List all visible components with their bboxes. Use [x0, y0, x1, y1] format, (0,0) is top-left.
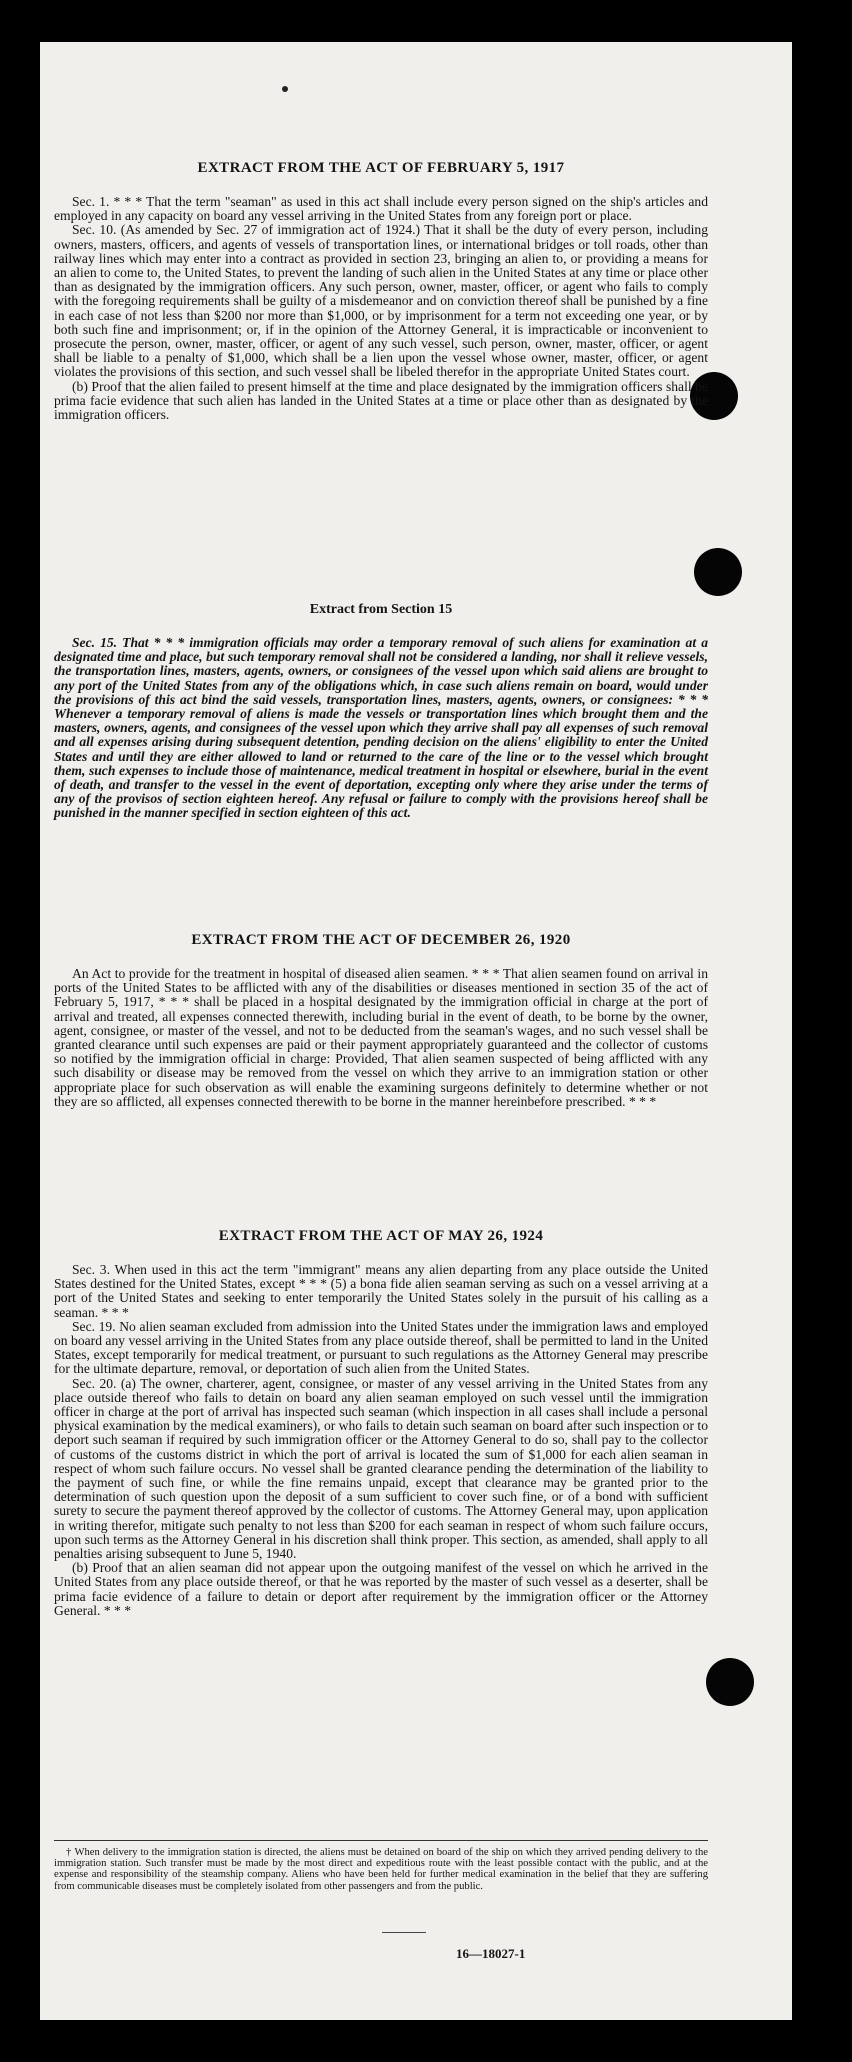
heading-may-1924: EXTRACT FROM THE ACT OF MAY 26, 1924 — [218, 1228, 544, 1244]
punch-hole-3 — [706, 1658, 754, 1706]
paragraph-proof-b: (b) Proof that the alien failed to present himself at the time and place designated by the immigration officers shall be prima facie evidence that such alien has landed in the United States at a time or place other than as designated by the immigration officers. — [54, 378, 708, 423]
footnote-text: † When delivery to the immigration station is directed, the aliens must be detained on board of the ship on which they arrived pending delivery to the immigration station. Such transfer must be made by the most direct and expeditious route with the least possible contact with the public, and at the expense and responsibility of the steamship company. Aliens who have been held for further medical examination in the belief that they are suffering from communicable diseases must be completely isolated from other passengers and from the public. — [54, 1847, 708, 1892]
section-15 — [54, 602, 708, 821]
heading-dec-1920: EXTRACT FROM THE ACT OF DECEMBER 26, 1920 — [191, 932, 571, 948]
ink-dot — [282, 86, 288, 92]
section-feb-1917 — [54, 160, 708, 422]
paragraph-sec-20a: Sec. 20. (a) The owner, charterer, agent, consignee, or master of any vessel arriving in the United States from any place outside thereof who fails to detain on board any alien seaman employed on such vessel until the immigration officer in charge at the port of arrival has inspected such seaman (which inspection in all cases shall include a personal physical examination by the medical examiners), or who fails to detain such seaman on board after such inspection or to deport such seaman if required by such immigration officer or the Attorney General to do so, shall pay to the collector of customs of the customs district in which the port of arrival is located the sum of $1,000 for each alien seaman in respect of whom such failure occurs. No vessel shall be granted clearance pending the determination of the liability to the payment of such fine, or while the fine remains unpaid, except that clearance may be granted prior to the determination of such question upon the deposit of a sum sufficient to cover such fine, or of a bond with sufficient surety to secure the payment thereof approved by the collector of customs. The Attorney General may, upon application in writing therefor, mitigate such penalty to not less than $200 for each seaman in respect of whom such failure occurs, upon such terms as the Attorney General in his discretion shall think proper. This section, as amended, shall apply to all penalties arising subsequent to June 5, 1940. — [54, 1375, 708, 1562]
form-number: 16—18027-1 — [456, 1946, 526, 1961]
section-may-1924 — [54, 1228, 708, 1618]
paragraph-sec-10: Sec. 10. (As amended by Sec. 27 of immigration act of 1924.) That it shall be the duty of every person, including owners, masters, officers, and agents of vessels of transportation lines, or international bridges or toll roads, other than railway lines which may enter into a contract as provided in section 23, bringing an alien to, or providing a means for an alien to come to, the United States, to prevent the landing of such alien in the United States at any time or place other than as designated by the immigration officers. Any such person, owner, master, officer, or agent who fails to comply with the foregoing requirements shall be guilty of a misdemeanor and on conviction thereof shall be punished by a fine in each case of not less than $200 nor more than $1,000, or by imprisonment for a term not exceeding one year, or by both such fine and imprisonment; or, if in the opinion of the Attorney General, it is impracticable or inconvenient to prosecute the person, owner, master, officer, or agent of any such vessel, such person, owner, master, officer, or agent shall be liable to a penalty of $1,000, which shall be a lien upon the vessel whose owner, master, officer, or agent violates the provisions of this section, and such vessel shall be libeled therefor in the appropriate United States court. — [54, 222, 708, 380]
footnote — [54, 1840, 708, 1892]
heading-section-15: Extract from Section 15 — [309, 602, 453, 617]
paragraph-act-1920: An Act to provide for the treatment in hospital of diseased alien seamen. * * * That alien seamen found on arrival in ports of the United States to be afflicted with any of the disabilities or diseases mentioned in section 35 of the act of February 5, 1917, * * * shall be placed in a hospital designated by the immigration official in charge at the port of arrival and treated, all expenses connected therewith, including burial in the event of death, to be borne by the owner, agent, consignee, or master of the vessel, and not to be deducted from the seaman's wages, and no such vessel shall be granted clearance until such expenses are paid or their payment appropriately guaranteed and the collector of customs so notified by the immigration official in charge: Provided, That alien seamen suspected of being afflicted with any such disability or disease may be removed from the vessel on which they arrive to an immigration station or other appropriate place for such observation as will enable the examining surgeons definitely to determine whether or not they are so afflicted, all expenses connected therewith to be borne in the manner hereinbefore prescribed. * * * — [54, 966, 708, 1109]
paragraph-sec-1: Sec. 1. * * * That the term "seaman" as used in this act shall include every person signed on the ship's articles and employed in any capacity on board any vessel arriving in the United States from any foreign port or place. — [54, 194, 708, 224]
section-dec-1920 — [54, 932, 708, 1109]
paragraph-sec-15: Sec. 15. That * * * immigration officials may order a temporary removal of such aliens for examination at a designated time and place, but such temporary removal shall not be considered a landing, nor shall it relieve vessels, the transportation lines, masters, agents, owners, or consignees of the vessel upon which said aliens are brought to any port of the United States from any of the obligations which, in case such aliens remain on board, would under the provisions of this act bind the said vessels, transportation lines, masters, agents, owners, or consignees: * * * Whenever a temporary removal of aliens is made the vessels or transportation lines which brought them and the masters, owners, agents, and consignees of the vessel upon which they arrive shall pay all expenses of such removal and all expenses arising during subsequent detention, pending decision on the aliens' eligibility to enter the United States and until they are either allowed to land or returned to the care of the line or to the vessel which brought them, such expenses to include those of maintenance, medical treatment in hospital or elsewhere, burial in the event of death, and transfer to the vessel in the event of deportation, excepting only where they arise under the terms of any of the provisos of section eighteen hereof. Any refusal or failure to comply with the provisions hereof shall be punished in the manner specified in section eighteen of this act. — [54, 635, 708, 821]
paragraph-sec-19: Sec. 19. No alien seaman excluded from admission into the United States under the immigration laws and employed on board any vessel arriving in the United States from any place outside thereof, shall be permitted to land in the United States, except temporarily for medical treatment, or pursuant to such regulations as the Attorney General may prescribe for the ultimate departure, removal, or deportation of such alien from the United States. — [54, 1318, 708, 1377]
paragraph-sec-3: Sec. 3. When used in this act the term "immigrant" means any alien departing from any place outside the United States destined for the United States, except * * * (5) a bona fide alien seaman serving as such on a vessel arriving at a port of the United States and seeking to enter temporarily the United States solely in the pursuit of his calling as a seaman. * * * — [54, 1262, 708, 1320]
separator-rule — [382, 1932, 426, 1933]
punch-hole-2 — [694, 548, 742, 596]
heading-feb-1917: EXTRACT FROM THE ACT OF FEBRUARY 5, 1917 — [197, 160, 565, 176]
paragraph-sec-20b: (b) Proof that an alien seaman did not appear upon the outgoing manifest of the vessel on which he arrived in the United States from any place outside thereof, or that he was reported by the master of such vessel as a deserter, shall be prima facie evidence of a failure to detain or deport after requirement by the immigration officer or the Attorney General. * * * — [54, 1560, 708, 1618]
